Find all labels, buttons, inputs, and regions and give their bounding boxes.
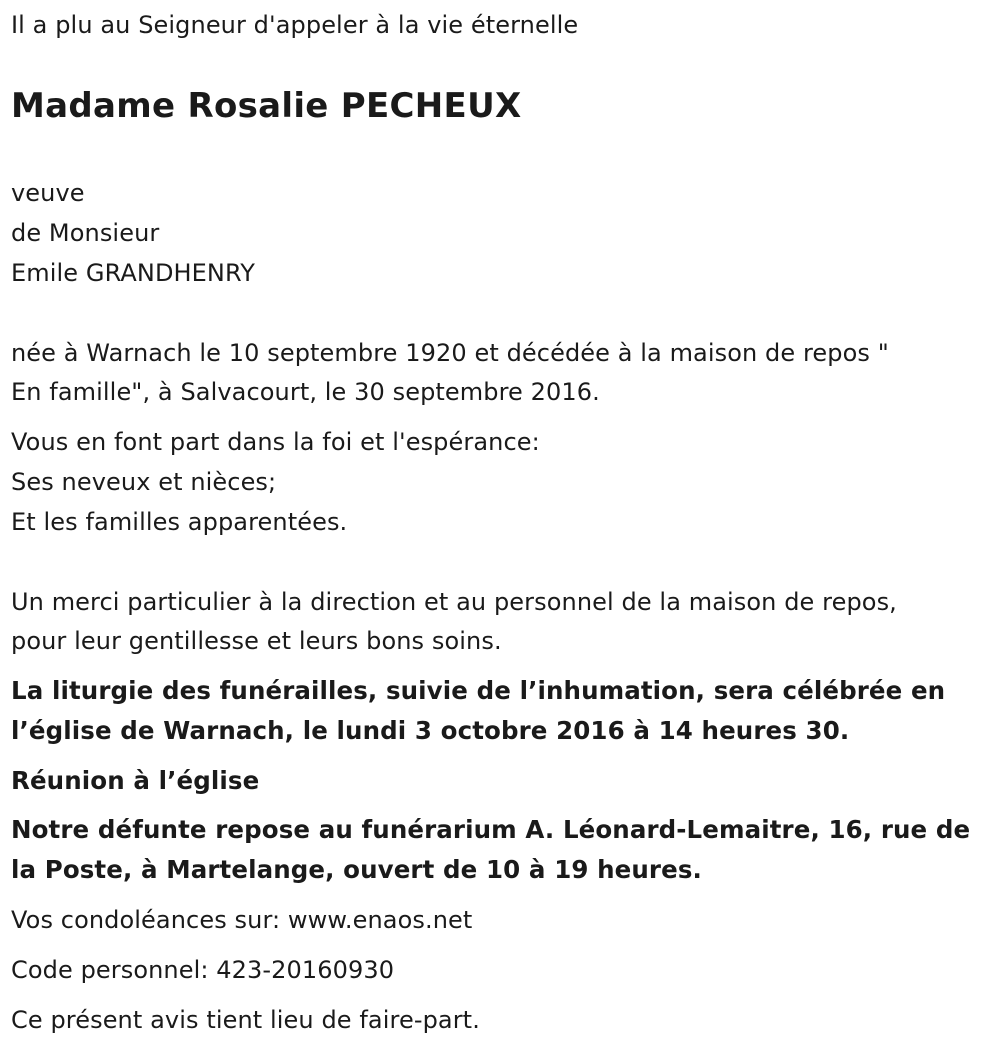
widow-line-3: Emile GRANDHENRY (11, 259, 255, 287)
funeral-home-line-1: Notre défunte repose au funérarium A. Léonard-Lemaitre, 16, rue de (11, 815, 971, 844)
widow-line-1: veuve (11, 179, 85, 207)
liturgy-line-2: l’église de Warnach, le lundi 3 octobre 2016 à 14 heures 30. (11, 716, 850, 745)
thanks-line-2: pour leur gentillesse et leurs bons soins. (11, 627, 502, 655)
thanks-line-1: Un merci particulier à la direction et au personnel de la maison de repos, (11, 588, 897, 616)
meeting-text: Réunion à l’église (11, 766, 260, 795)
condolences-text: Vos condoléances sur: www.enaos.net (11, 906, 473, 934)
funeral-home-line-2: la Poste, à Martelange, ouvert de 10 à 19 heures. (11, 855, 702, 884)
notice-text: Ce présent avis tient lieu de faire-part. (11, 1006, 480, 1034)
family-line-1: Vous en font part dans la foi et l'espérance: (11, 428, 540, 456)
family-line-2: Ses neveux et nièces; (11, 468, 277, 496)
birth-death-line-2: En famille", à Salvacourt, le 30 septembre 2016. (11, 378, 600, 406)
family-line-3: Et les familles apparentées. (11, 508, 348, 536)
intro-text: Il a plu au Seigneur d'appeler à la vie éternelle (11, 11, 579, 39)
birth-death-line-1: née à Warnach le 10 septembre 1920 et décédée à la maison de repos " (11, 339, 889, 367)
personal-code-text: Code personnel: 423-20160930 (11, 956, 395, 984)
deceased-name: Madame Rosalie PECHEUX (11, 86, 522, 126)
widow-line-2: de Monsieur (11, 219, 160, 247)
liturgy-line-1: La liturgie des funérailles, suivie de l’inhumation, sera célébrée en (11, 676, 946, 705)
